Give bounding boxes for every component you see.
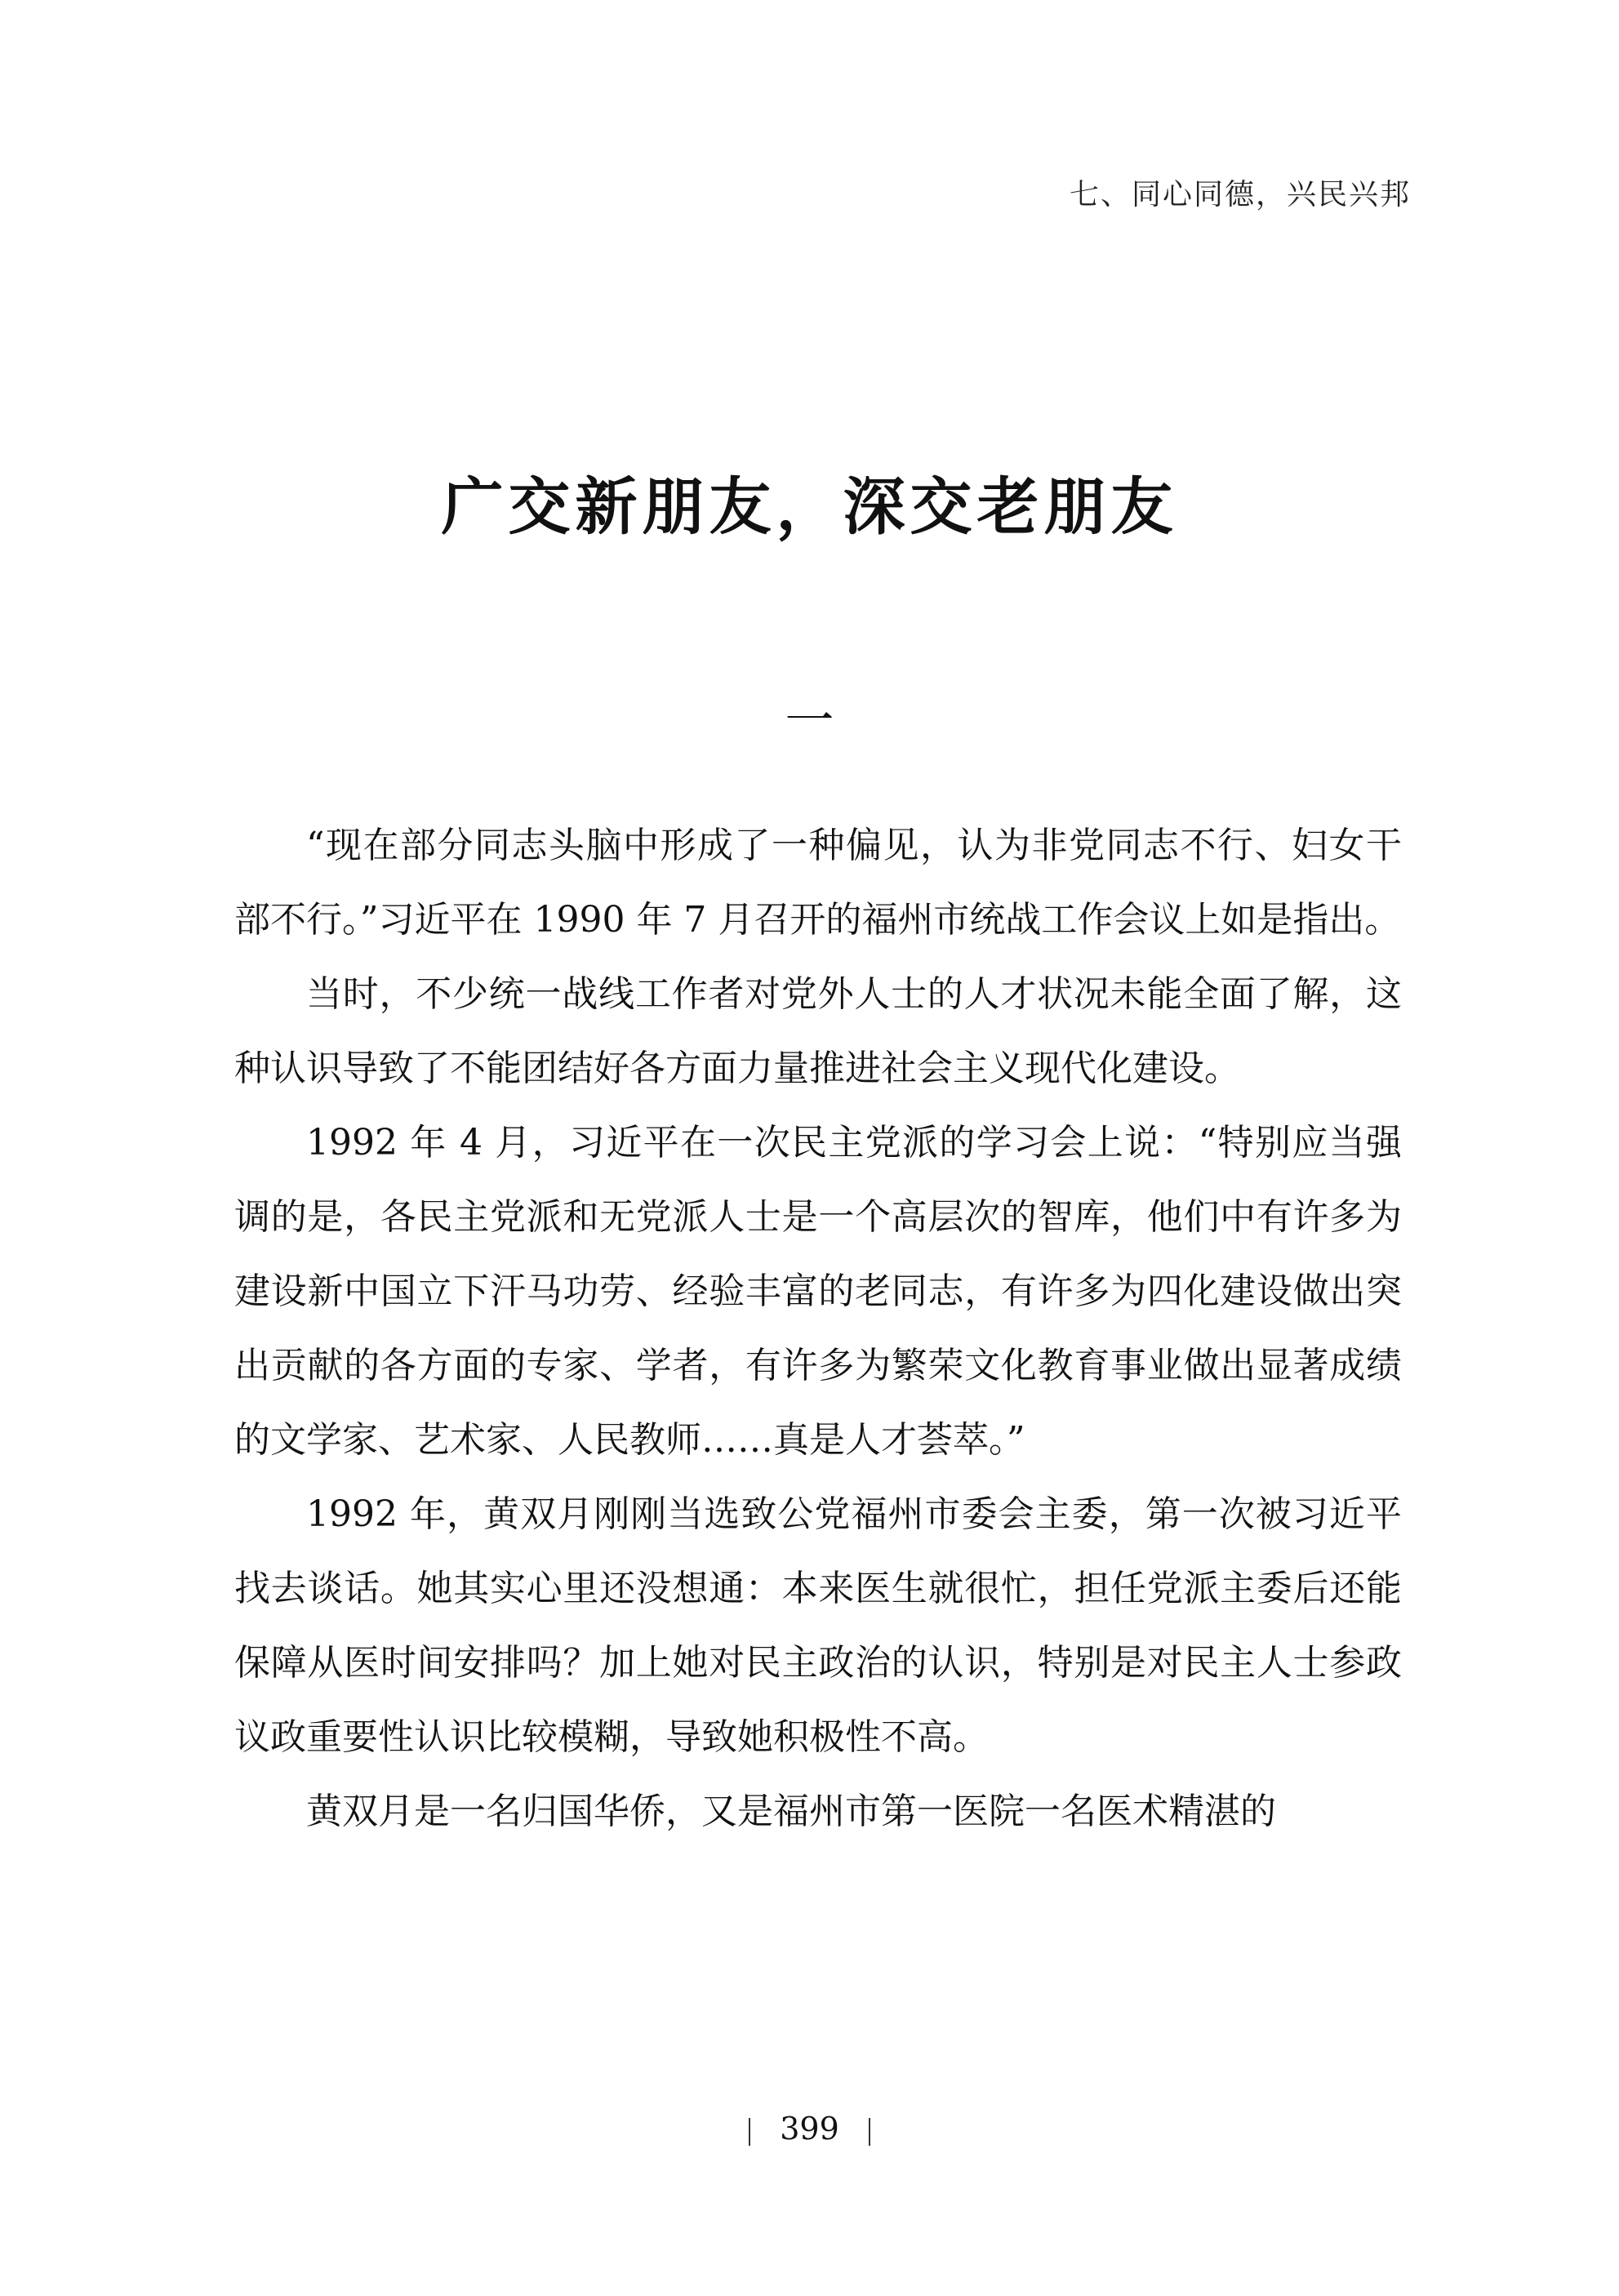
folio-left-rule xyxy=(749,2118,750,2146)
paragraph: “现在部分同志头脑中形成了一种偏见，认为非党同志不行、妇女干部不行。”习近平在 1990 年 7 月召开的福州市统战工作会议上如是指出。 xyxy=(234,825,1402,941)
folio-right-rule xyxy=(869,2118,870,2146)
paragraph: 黄双月是一名归国华侨，又是福州市第一医院一名医术精湛的 xyxy=(306,1791,1276,1832)
running-header: 七、同心同德，兴民兴邦 xyxy=(1069,178,1411,211)
paragraph: 当时，不少统一战线工作者对党外人士的人才状况未能全面了解，这种认识导致了不能团结好各方面力量推进社会主义现代化建设。 xyxy=(234,973,1402,1089)
body-text xyxy=(234,808,1402,1849)
paragraph: 1992 年 4 月，习近平在一次民主党派的学习会上说：“特别应当强调的是，各民主党派和无党派人士是一个高层次的智库，他们中有许多为建设新中国立下汗马功劳、经验丰富的老同志，有许多为四化建设做出突出贡献的各方面的专家、学者，有许多为繁荣文化教育事业做出显著成绩的文学家、艺术家、人民教师……真是人才荟萃。” xyxy=(234,1122,1402,1461)
section-number: 一 xyxy=(785,692,834,750)
chapter-title: 广交新朋友，深交老朋友 xyxy=(441,470,1178,543)
page-number: 399 xyxy=(780,2111,839,2147)
folio xyxy=(0,2111,1619,2147)
paragraph: 1992 年，黄双月刚刚当选致公党福州市委会主委，第一次被习近平找去谈话。她其实心里还没想通：本来医生就很忙，担任党派主委后还能保障从医时间安排吗？加上她对民主政治的认识，特别是对民主人士参政议政重要性认识比较模糊，导致她积极性不高。 xyxy=(234,1493,1402,1758)
